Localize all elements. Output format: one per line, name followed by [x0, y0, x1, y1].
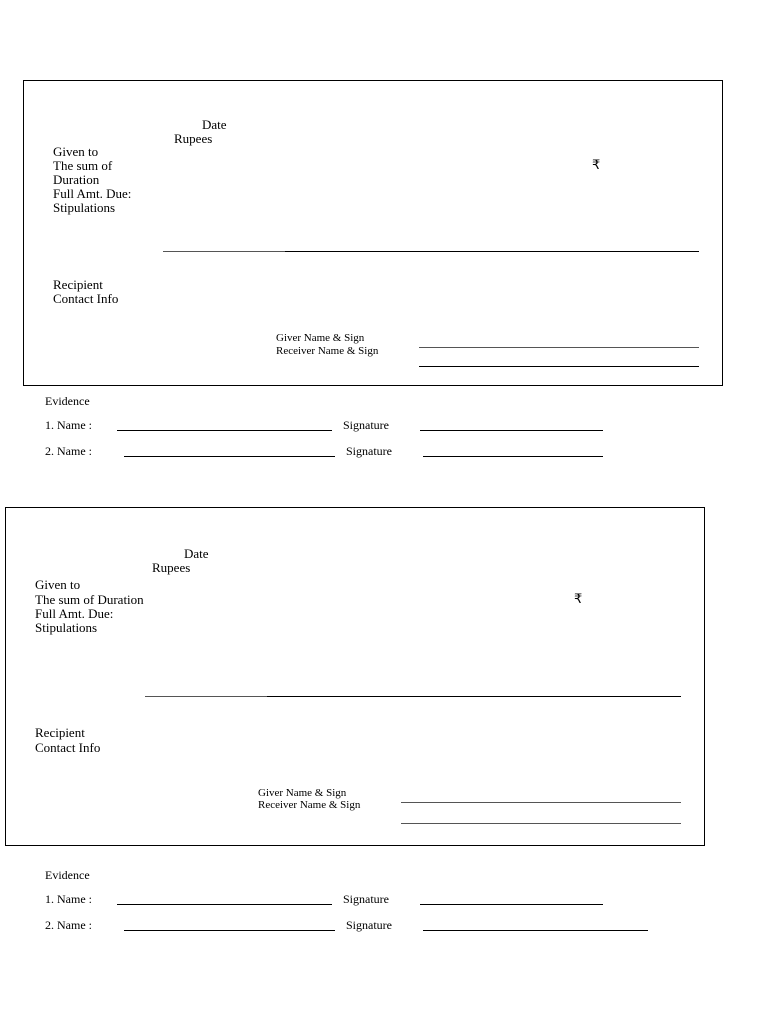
- sum-of-duration-label: The sum of Duration: [35, 592, 144, 607]
- stipulations-label: Stipulations: [53, 200, 116, 215]
- receiver-sign-line[interactable]: [401, 823, 681, 824]
- full-amount-due-label: Full Amt. Due:: [35, 606, 114, 621]
- witness-1-signature-line[interactable]: [420, 430, 603, 431]
- stipulations-line-left: [163, 251, 285, 252]
- date-label: Date: [202, 117, 227, 132]
- giver-sign-line[interactable]: [419, 347, 699, 348]
- witness-2-name-line[interactable]: [124, 930, 335, 931]
- witness-2-name-label: 2. Name :: [45, 444, 92, 458]
- recipient-label: Recipient: [53, 277, 103, 292]
- witness-1-signature-label: Signature: [343, 892, 389, 906]
- date-label: Date: [184, 546, 209, 561]
- recipient-label: Recipient: [35, 725, 85, 740]
- witness-2-signature-label: Signature: [346, 918, 392, 932]
- witness-2-signature-line[interactable]: [423, 456, 603, 457]
- stipulations-line[interactable]: [285, 251, 699, 252]
- witness-1-signature-line[interactable]: [420, 904, 603, 905]
- evidence-title: Evidence: [45, 394, 90, 408]
- given-to-label: Given to: [53, 144, 99, 159]
- duration-label: Duration: [53, 172, 100, 187]
- receiver-sign-label: Receiver Name & Sign: [258, 799, 361, 811]
- stipulations-line[interactable]: [267, 696, 681, 697]
- contact-info-label: Contact Info: [35, 740, 101, 755]
- witness-1-name-label: 1. Name :: [45, 418, 92, 432]
- witness-1-name-line[interactable]: [117, 904, 332, 905]
- witness-1-signature-label: Signature: [343, 418, 389, 432]
- receipt-1-bottom-dotted-edge: [23, 385, 723, 386]
- witness-2-name-line[interactable]: [124, 456, 335, 457]
- rupees-label: Rupees: [152, 560, 191, 575]
- rupee-symbol: ₹: [574, 591, 583, 606]
- stipulations-label: Stipulations: [35, 620, 98, 635]
- witness-1-name-label: 1. Name :: [45, 892, 92, 906]
- stipulations-line-left: [145, 696, 267, 697]
- receipt-box-2: [5, 507, 705, 846]
- full-amount-due-label: Full Amt. Due:: [53, 186, 132, 201]
- given-to-label: Given to: [35, 577, 81, 592]
- witness-2-signature-label: Signature: [346, 444, 392, 458]
- sum-of-label: The sum of: [53, 158, 113, 173]
- contact-info-label: Contact Info: [53, 291, 119, 306]
- giver-sign-line[interactable]: [401, 802, 681, 803]
- giver-sign-label: Giver Name & Sign: [276, 332, 365, 344]
- rupee-symbol: ₹: [592, 157, 601, 172]
- receipt-box-1: [23, 80, 723, 386]
- witness-2-signature-line[interactable]: [423, 930, 648, 931]
- giver-sign-label: Giver Name & Sign: [258, 787, 347, 799]
- witness-2-name-label: 2. Name :: [45, 918, 92, 932]
- receiver-sign-line[interactable]: [419, 366, 699, 367]
- witness-1-name-line[interactable]: [117, 430, 332, 431]
- rupees-label: Rupees: [174, 131, 213, 146]
- receiver-sign-label: Receiver Name & Sign: [276, 345, 379, 357]
- evidence-title: Evidence: [45, 868, 90, 882]
